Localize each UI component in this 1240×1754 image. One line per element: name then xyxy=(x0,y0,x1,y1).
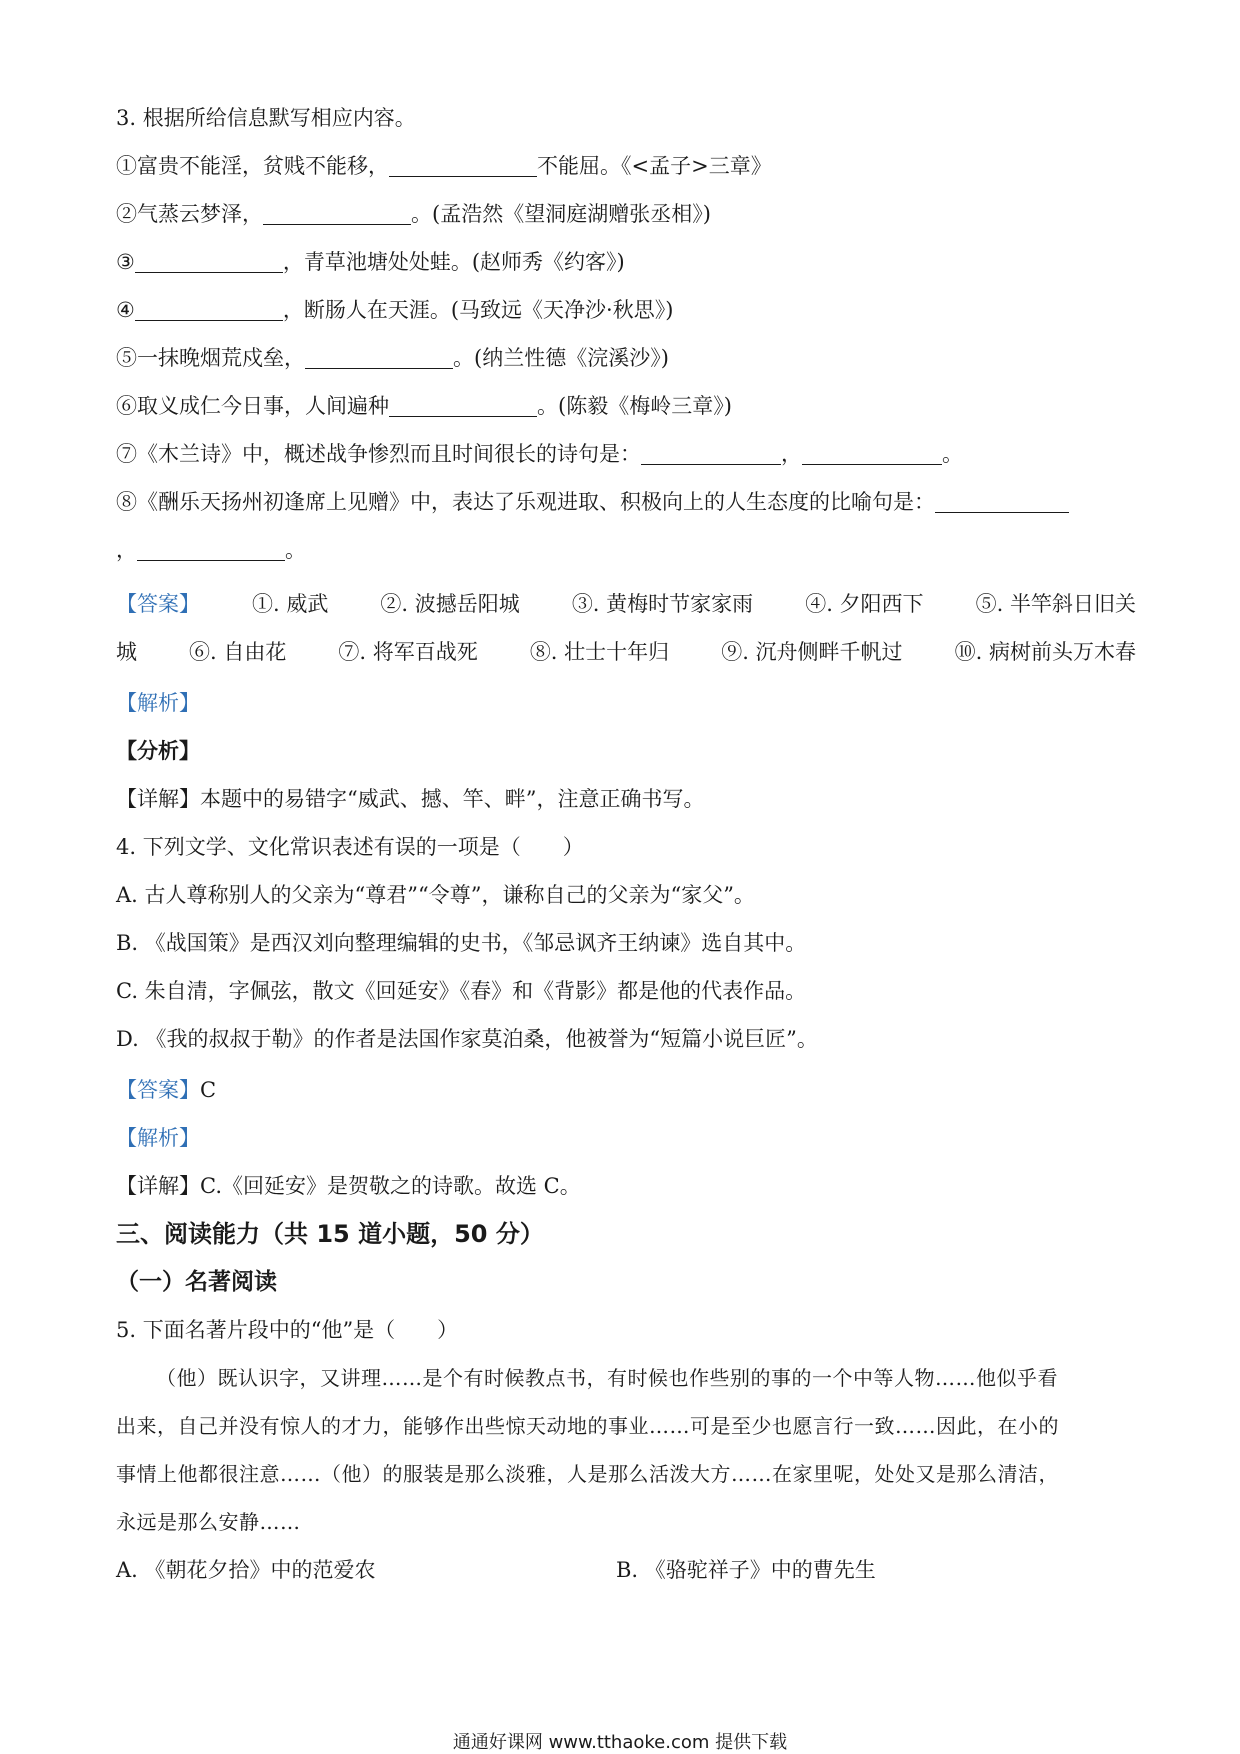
answer-tag: 【答案】 xyxy=(116,1078,200,1102)
answer-item: ③. 黄梅时节家家雨 xyxy=(571,592,754,616)
answer-blank[interactable] xyxy=(135,298,283,321)
q3-item-7 xyxy=(116,439,1136,469)
q3-item-2-pre: ②气蒸云梦泽， xyxy=(116,202,263,226)
q3-item-1 xyxy=(116,151,1136,181)
answer-item: ⑩. 病树前头万木春 xyxy=(954,640,1136,664)
answer-item: 城 xyxy=(116,640,137,664)
q3-item-8-post: 。 xyxy=(285,538,306,562)
q4-detail: 【详解】C.《回延安》是贺敬之的诗歌。故选 C。 xyxy=(116,1174,581,1198)
q3-item-1-post: 不能屈。《<孟子>三章》 xyxy=(537,154,772,178)
q3-item-8 xyxy=(116,487,1136,517)
q4-option-b: B. 《战国策》是西汉刘向整理编辑的史书，《邹忌讽齐王纳谏》选自其中。 xyxy=(116,931,807,955)
answer-tag: 【答案】 xyxy=(116,592,200,616)
answer-item: ⑨. 沉舟侧畔千帆过 xyxy=(721,640,903,664)
footer-watermark: 通通好课网 www.tthaoke.com 提供下载 xyxy=(452,1732,788,1753)
answer-blank[interactable] xyxy=(389,394,537,417)
q4-option-c: C. 朱自清，字佩弦，散文《回延安》《春》和《背影》都是他的代表作品。 xyxy=(116,979,807,1003)
q4-analysis-tag: 【解析】 xyxy=(116,1126,200,1150)
q3-item-5-post: 。(纳兰性德《浣溪沙》) xyxy=(453,346,669,370)
q5-passage-line-3: 事情上他都很注意……（他）的服装是那么淡雅，人是那么活泼大方……在家里呢，处处又是那么清洁， xyxy=(116,1462,1059,1486)
answer-blank[interactable] xyxy=(263,202,411,225)
answer-blank[interactable] xyxy=(802,442,942,465)
answer-item: ⑤. 半竿斜日旧关 xyxy=(975,592,1136,616)
q3-item-2-post: 。(孟浩然《望洞庭湖赠张丞相》) xyxy=(411,202,711,226)
subsection-title: （一）名著阅读 xyxy=(116,1269,277,1295)
answer-item: ⑦. 将军百战死 xyxy=(338,640,478,664)
answer-item: ①. 威武 xyxy=(252,592,329,616)
q3-item-6 xyxy=(116,391,1136,421)
answer-blank[interactable] xyxy=(641,442,781,465)
q3-item-6-post: 。(陈毅《梅岭三章》) xyxy=(537,394,732,418)
answer-item: ⑧. 壮士十年归 xyxy=(529,640,670,664)
q5-option-b: B. 《骆驼祥子》中的曹先生 xyxy=(616,1558,876,1582)
q5-passage-line-1: （他）既认识字，又讲理……是个有时候教点书，有时候也作些别的事的一个中等人物……他似乎看 xyxy=(156,1366,1058,1390)
q3-item-1-pre: ①富贵不能淫，贫贱不能移， xyxy=(116,154,389,178)
q5-stem: 5. 下面名著片段中的“他”是（ ） xyxy=(116,1318,459,1342)
answer-blank[interactable] xyxy=(135,250,283,273)
q3-detail: 【详解】本题中的易错字“威武、撼、竿、畔”，注意正确书写。 xyxy=(116,787,705,811)
q4-answer-value: C xyxy=(200,1078,217,1102)
q3-item-4-post: ，断肠人在天涯。(马致远《天净沙·秋思》) xyxy=(282,298,674,322)
q3-fenxi: 【分析】 xyxy=(116,739,200,763)
q4-option-a: A. 古人尊称别人的父亲为“尊君”“令尊”，谦称自己的父亲为“家父”。 xyxy=(116,883,755,907)
answer-blank[interactable] xyxy=(305,346,453,369)
q3-answers-row-2 xyxy=(116,637,1136,667)
answer-item: ②. 波撼岳阳城 xyxy=(380,592,520,616)
q4-option-d: D. 《我的叔叔于勒》的作者是法国作家莫泊桑，他被誉为“短篇小说巨匠”。 xyxy=(116,1027,818,1051)
q3-item-4-pre: ④ xyxy=(116,298,135,322)
q3-item-3-post: ，青草池塘处处蛙。(赵师秀《约客》) xyxy=(282,250,625,274)
answer-blank[interactable] xyxy=(389,154,537,177)
q3-item-7-mid: ， xyxy=(781,442,802,466)
answer-item: ④. 夕阳西下 xyxy=(805,592,924,616)
q3-item-5 xyxy=(116,343,1136,373)
q3-analysis-tag: 【解析】 xyxy=(116,691,200,715)
q3-item-2 xyxy=(116,199,1136,229)
q3-item-7-post: 。 xyxy=(942,442,963,466)
q3-item-3 xyxy=(116,247,1136,277)
q3-item-6-pre: ⑥取义成仁今日事，人间遍种 xyxy=(116,394,389,418)
q5-passage-line-4: 永远是那么安静…… xyxy=(116,1510,301,1534)
q3-item-7-pre: ⑦《木兰诗》中，概述战争惨烈而且时间很长的诗句是： xyxy=(116,442,641,466)
q3-item-5-pre: ⑤一抹晚烟荒戍垒， xyxy=(116,346,305,370)
q3-item-8-line2-pre: ， xyxy=(116,538,137,562)
q4-answer xyxy=(116,1075,1136,1105)
q3-stem: 3. 根据所给信息默写相应内容。 xyxy=(116,106,416,130)
answer-blank[interactable] xyxy=(137,538,285,561)
q3-item-4 xyxy=(116,295,1136,325)
q5-passage-line-2: 出来，自己并没有惊人的才力，能够作出些惊天动地的事业……可是至少也愿言行一致……因此，在小的 xyxy=(116,1414,1059,1438)
q3-item-3-pre: ③ xyxy=(116,250,135,274)
q4-stem: 4. 下列文学、文化常识表述有误的一项是（ ） xyxy=(116,835,584,859)
answer-blank[interactable] xyxy=(935,490,1069,513)
section-title: 三、阅读能力（共 15 道小题，50 分） xyxy=(116,1220,544,1248)
q3-item-8-cont xyxy=(116,535,1136,565)
answer-item: ⑥. 自由花 xyxy=(189,640,287,664)
q3-answers-row-1 xyxy=(116,589,1136,619)
q5-option-a: A. 《朝花夕拾》中的范爱农 xyxy=(116,1558,376,1582)
q3-item-8-pre: ⑧《酬乐天扬州初逢席上见赠》中，表达了乐观进取、积极向上的人生态度的比喻句是： xyxy=(116,490,935,514)
